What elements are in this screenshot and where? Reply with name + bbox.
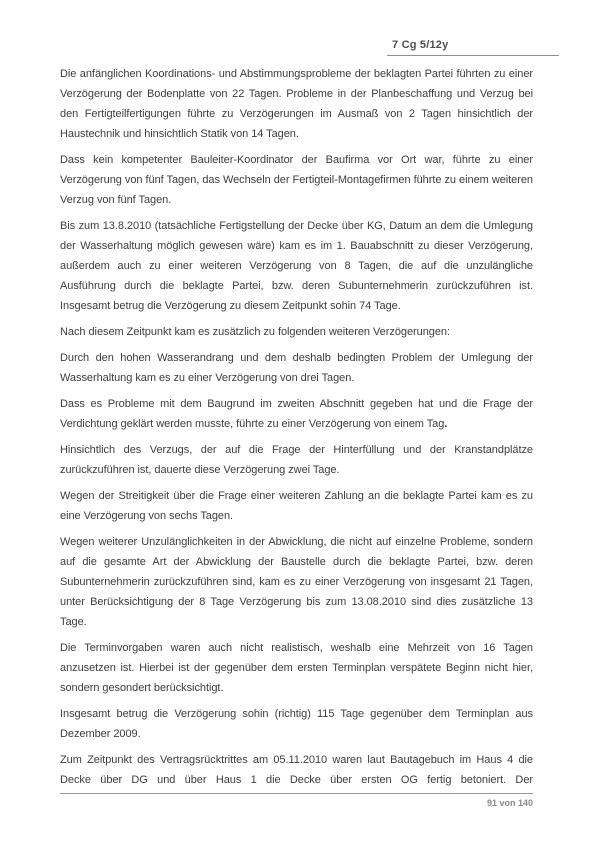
body-paragraph-6 [60,394,533,434]
paragraph-text: Die anfänglichen Koordinations- und Abstimmungsprobleme der beklagten Partei führten zu einer Verzögerung der Bodenplatte von 22 Tagen. Probleme in der Planbeschaffung und Verzug bei den Fertigteilfertigungen führte zu Verzögerungen im Ausmaß von 2 Tagen hinsichtlich der Haustechnik und hinsichtlich Statik von 14 Tagen. [60,68,533,140]
body-paragraph-4 [60,322,533,342]
paragraph-text: Die Terminvorgaben waren auch nicht realistisch, weshalb eine Mehrzeit von 16 Tagen anzusetzen ist. Hierbei ist der gegenüber dem ersten Terminplan verspätete Beginn nicht hier, sondern gesondert berücksichtigt. [60,642,533,694]
paragraph-text: Durch den hohen Wasserandrang und dem deshalb bedingten Problem der Umlegung der Wasserhaltung kam es zu einer Verzögerung von drei Tagen. [60,352,533,384]
paragraph-text: Wegen weiterer Unzulänglichkeiten in der Abwicklung, die nicht auf einzelne Probleme, sondern auf die gesamte Art der Abwicklung der Baustelle durch die beklagte Partei, bzw. deren Subunternehmerin zurückzuführen sind, kam es zu einer Verzögerung von insgesamt 21 Tagen, unter Berücksichtigung der 8 Tage Verzögerung bis zum 13.08.2010 sind dies zusätzliche 13 Tage. [60,536,533,628]
body-paragraph-8 [60,486,533,526]
body-paragraph-10 [60,638,533,698]
paragraph-text: Zum Zeitpunkt des Vertragsrücktrittes am 05.11.2010 waren laut Bautagebuch im Haus 4 die Decke über DG und über Haus 1 die Decke über ersten OG fertig betoniert. Der [60,754,533,786]
footer-divider [60,793,533,794]
paragraph-text: Hinsichtlich des Verzugs, der auf die Frage der Hinterfüllung und der Kranstandplätze zurückzuführen ist, dauerte diese Verzögerung zwei Tage. [60,444,533,476]
body-paragraph-12 [60,750,533,790]
paragraph-text: Bis zum 13.8.2010 (tatsächliche Fertigstellung der Decke über KG, Datum an dem die Umlegung der Wasserhaltung möglich gewesen wäre) kam es im 1. Bauabschnitt zu dieser Verzögerung, außerdem auch zu einer weiteren Verzögerung von 8 Tagen, die auf die unzulängliche Ausführung durch die beklagte Partei, bzw. deren Subunternehmerin zurückzuführen ist. Insgesamt betrug die Verzögerung zu diesem Zeitpunkt sohin 74 Tage. [60,220,533,312]
body-paragraph-7 [60,440,533,480]
body-paragraph-11 [60,704,533,744]
page-number: 91 von 140 [486,798,533,808]
body-paragraph-9 [60,532,533,632]
body-paragraph-1 [60,64,533,144]
paragraph-text: Insgesamt betrug die Verzögerung sohin (richtig) 115 Tage gegenüber dem Terminplan aus Dezember 2009. [60,708,533,740]
case-number: 7 Cg 5/12y [392,39,449,51]
paragraph-text: Dass es Probleme mit dem Baugrund im zweiten Abschnitt gegeben hat und die Frage der Verdichtung geklärt werden musste, führte zu einer Verzögerung von einem Tag [60,398,533,430]
body-paragraph-5 [60,348,533,388]
paragraph-text: Nach diesem Zeitpunkt kam es zusätzlich zu folgenden weiteren Verzögerungen: [60,326,450,338]
header-divider [387,55,559,56]
body-paragraph-2 [60,150,533,210]
bold-period: . [444,418,448,430]
document-body [60,64,533,796]
body-paragraph-3 [60,216,533,316]
paragraph-text: Dass kein kompetenter Bauleiter-Koordinator der Baufirma vor Ort war, führte zu einer Verzögerung von fünf Tagen, das Wechseln der Fertigteil-Montagefirmen führte zu einem weiteren Verzug von fünf Tagen. [60,154,533,206]
paragraph-text: Wegen der Streitigkeit über die Frage einer weiteren Zahlung an die beklagte Partei kam es zu eine Verzögerung von sechs Tagen. [60,490,533,522]
